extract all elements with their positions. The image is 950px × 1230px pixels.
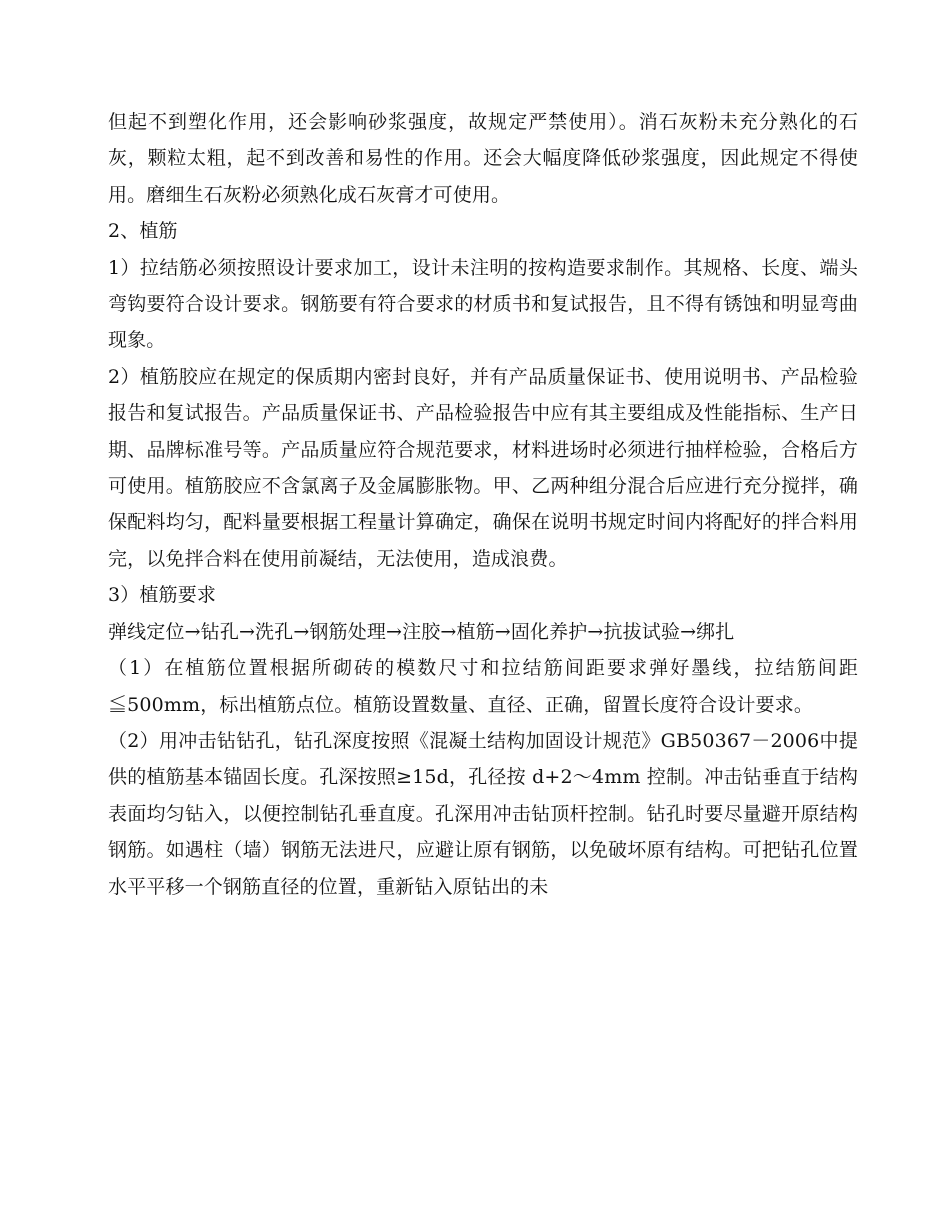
paragraph-step-2: （2）用冲击钻钻孔，钻孔深度按照《混凝土结构加固设计规范》GB50367－2006中提供的植筋基本锚固长度。孔深按照≥15d，孔径按 d+2～4mm 控制。冲击钻垂直于结构表面均匀钻入，以便控制钻孔垂直度。孔深用冲击钻顶杆控制。钻孔时要尽量避开原结构钢筋。如遇柱（墙）钢筋无法进尺，应避让原有钢筋，以免破坏原有结构。可把钻孔位置水平平移一个钢筋直径的位置，重新钻入原钻出的未 (108, 729, 858, 898)
process-flow-line: 弹线定位→钻孔→洗孔→钢筋处理→注胶→植筋→固化养护→抗拔试验→绑扎 (108, 620, 735, 643)
paragraph-tie-bar-requirements: 1）拉结筋必须按照设计要求加工，设计未注明的按构造要求制作。其规格、长度、端头弯钩要符合设计要求。钢筋要有符合要求的材质书和复试报告，且不得有锈蚀和明显弯曲现象。 (108, 256, 858, 352)
document-body (108, 104, 858, 905)
paragraph-lime-usage: 但起不到塑化作用，还会影响砂浆强度，故规定严禁使用）。消石灰粉未充分熟化的石灰，颗粒太粗，起不到改善和易性的作用。还会大幅度降低砂浆强度，因此规定不得使用。磨细生石灰粉必须熟化成石灰膏才可使用。 (108, 111, 858, 206)
paragraph-step-1: （1）在植筋位置根据所砌砖的模数尺寸和拉结筋间距要求弹好墨线，拉结筋间距≦500mm，标出植筋点位。植筋设置数量、直径、正确，留置长度符合设计要求。 (108, 657, 858, 716)
paragraph-adhesive-requirements: 2）植筋胶应在规定的保质期内密封良好，并有产品质量保证书、使用说明书、产品检验报告和复试报告。产品质量保证书、产品检验报告中应有其主要组成及性能指标、生产日期、品牌标准号等。产品质量应符合规范要求，材料进场时必须进行抽样检验，合格后方可使用。植筋胶应不含氯离子及金属膨胀物。甲、乙两种组分混合后应进行充分搅拌，确保配料均匀，配料量要根据工程量计算确定，确保在说明书规定时间内将配好的拌合料用完，以免拌合料在使用前凝结，无法使用，造成浪费。 (108, 365, 858, 570)
section-heading-rebar-planting: 2、植筋 (108, 220, 178, 243)
subheading-planting-requirements: 3）植筋要求 (108, 584, 216, 607)
